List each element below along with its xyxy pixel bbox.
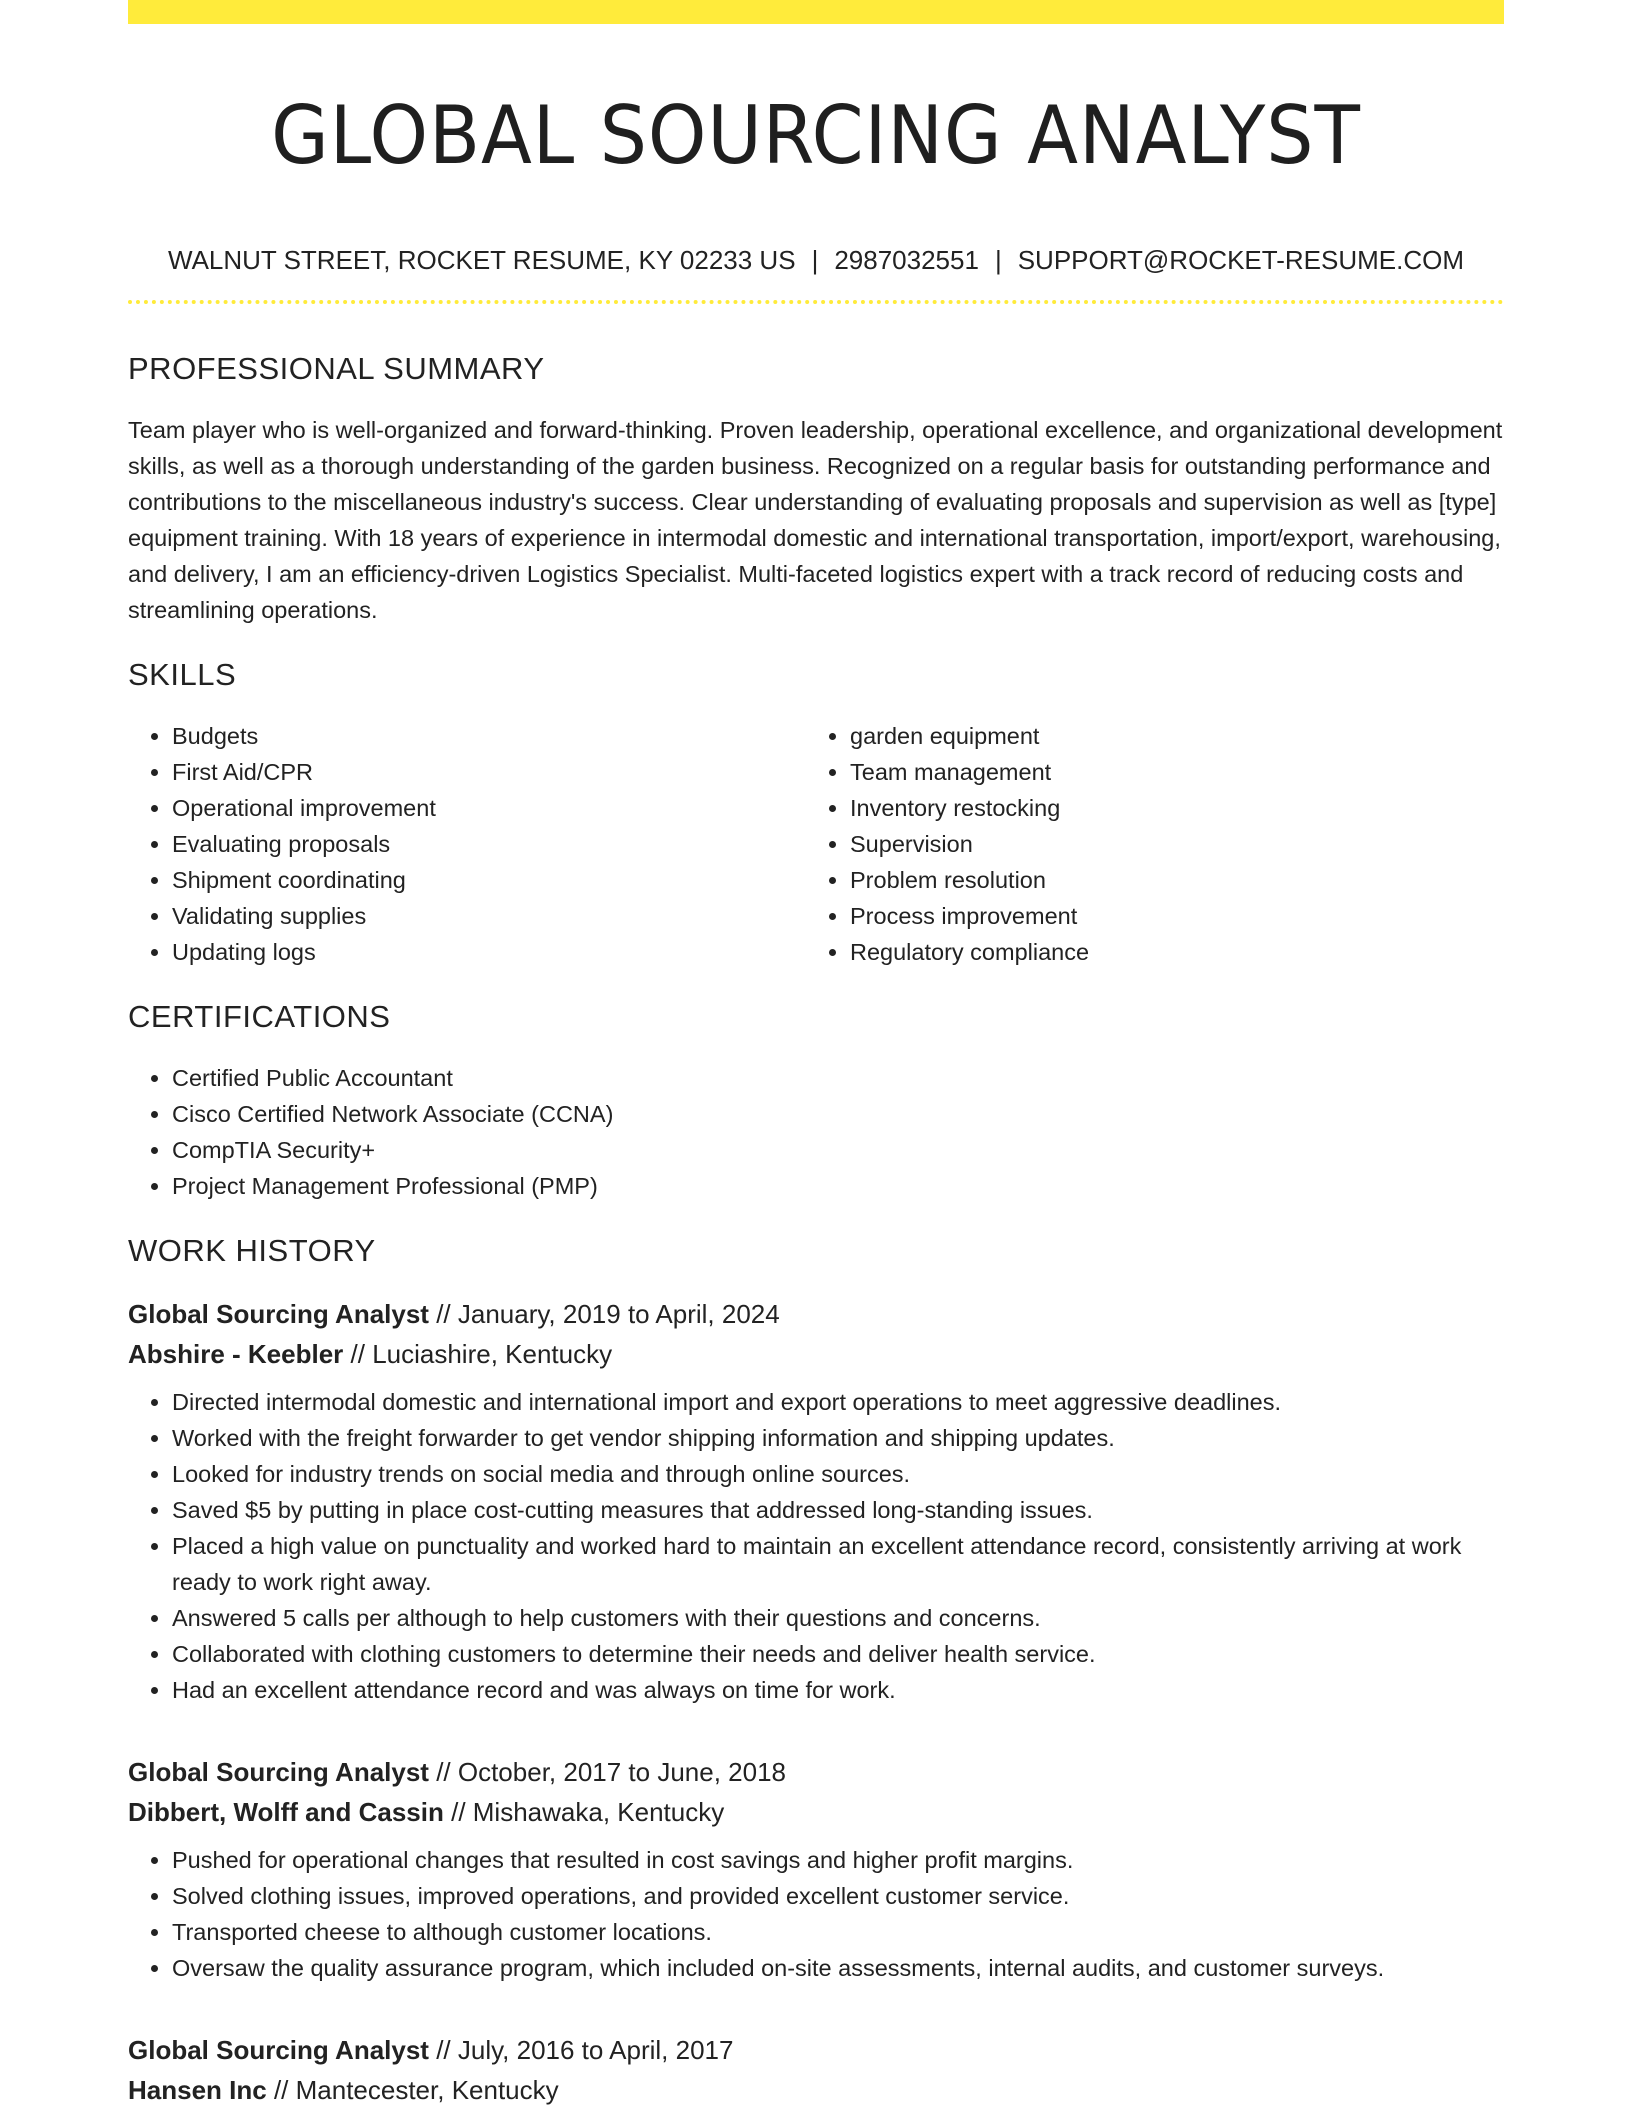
job-company: Abshire - Keebler [128,1339,344,1369]
job-entry [128,1752,1504,1986]
skills-list-left [128,718,806,970]
job-company-line [128,1792,1504,1832]
certifications-list [128,1060,1504,1204]
job-role: Global Sourcing Analyst [128,1299,429,1329]
skill-item: • Shipment coordinating [172,862,806,898]
top-accent-bar [128,0,1504,24]
contact-separator: | [811,245,819,275]
job-dates: // October, 2017 to June, 2018 [428,1757,786,1787]
job-company: Hansen Inc [128,2075,267,2105]
job-entry [128,1294,1504,1708]
job-role: Global Sourcing Analyst [128,1757,429,1787]
skill-item: • Team management [850,754,1484,790]
contact-separator: | [994,245,1002,275]
job-bullet: • Transported cheese to although customer locations. [172,1914,1504,1950]
job-title-line [128,1294,1504,1334]
job-company-line [128,1334,1504,1374]
header-divider [128,300,1504,304]
job-bullet: • Directed intermodal domestic and international import and export operations to meet aggressive deadlines. [172,1384,1504,1420]
skill-item: • Supervision [850,826,1484,862]
certifications-heading: CERTIFICATIONS [128,999,391,1034]
resume-page [128,0,1504,2110]
skill-item: • Inventory restocking [850,790,1484,826]
job-bullet: • Answered 5 calls per although to help customers with their questions and concerns. [172,1600,1504,1636]
job-bullet: • Saved $5 by putting in place cost-cutting measures that addressed long-standing issues. [172,1492,1504,1528]
job-entry [128,2030,1504,2110]
skill-item: • Updating logs [172,934,806,970]
skill-item: • garden equipment [850,718,1484,754]
contact-phone: 2987032551 [834,245,979,275]
job-title-line [128,2030,1504,2070]
job-bullet: • Had an excellent attendance record and was always on time for work. [172,1672,1504,1708]
resume-title: GLOBAL SOURCING ANALYST [271,89,1361,182]
skills-grid [128,718,1504,970]
contact-address: WALNUT STREET, ROCKET RESUME, KY 02233 US [168,245,796,275]
certification-item: • Cisco Certified Network Associate (CCNA) [172,1096,1504,1132]
job-title-line [128,1752,1504,1792]
skills-list-right [806,718,1484,970]
job-location: // Mantecester, Kentucky [266,2075,559,2105]
job-bullet: • Worked with the freight forwarder to get vendor shipping information and shipping updates. [172,1420,1504,1456]
skill-item: • Problem resolution [850,862,1484,898]
skill-item: • First Aid/CPR [172,754,806,790]
job-dates: // January, 2019 to April, 2024 [428,1299,780,1329]
skill-item: • Regulatory compliance [850,934,1484,970]
job-bullets [128,1842,1504,1986]
job-bullet: • Oversaw the quality assurance program, which included on-site assessments, internal audits, and customer surveys. [172,1950,1504,1986]
job-dates: // July, 2016 to April, 2017 [428,2035,734,2065]
certification-item: • CompTIA Security+ [172,1132,1504,1168]
job-bullet: • Solved clothing issues, improved operations, and provided excellent customer service. [172,1878,1504,1914]
skill-item: • Evaluating proposals [172,826,806,862]
job-company-line [128,2070,1504,2110]
skill-item: • Budgets [172,718,806,754]
job-bullet: • Looked for industry trends on social media and through online sources. [172,1456,1504,1492]
skills-heading: SKILLS [128,657,237,692]
skill-item: • Validating supplies [172,898,806,934]
job-bullet: • Collaborated with clothing customers to determine their needs and deliver health service. [172,1636,1504,1672]
work-history-heading: WORK HISTORY [128,1233,376,1268]
job-location: // Luciashire, Kentucky [343,1339,613,1369]
job-bullet: • Placed a high value on punctuality and worked hard to maintain an excellent attendance record, consistently arriving at work ready to work right away. [172,1528,1504,1600]
job-bullet: • Pushed for operational changes that resulted in cost savings and higher profit margins. [172,1842,1504,1878]
job-company: Dibbert, Wolff and Cassin [128,1797,444,1827]
contact-email[interactable]: SUPPORT@ROCKET-RESUME.COM [1017,245,1464,275]
job-bullets [128,1384,1504,1708]
contact-line [128,244,1504,276]
skill-item: • Operational improvement [172,790,806,826]
summary-heading: PROFESSIONAL SUMMARY [128,351,545,386]
job-location: // Mishawaka, Kentucky [443,1797,725,1827]
summary-text: Team player who is well-organized and forward-thinking. Proven leadership, operational excellence, and organizational development skills, as well as a thorough understanding of the garden business. Recognized on a regular basis for outstanding performance and contributions to the miscellaneous industry's success. Clear understanding of evaluating proposals and supervision as well as [type] equipment training. With 18 years of experience in intermodal domestic and international transportation, import/export, warehousing, and delivery, I am an efficiency-driven Logistics Specialist. Multi-faceted logistics expert with a track record of reducing costs and streamlining operations. [128,417,1503,623]
skill-item: • Process improvement [850,898,1484,934]
certification-item: • Certified Public Accountant [172,1060,1504,1096]
job-role: Global Sourcing Analyst [128,2035,429,2065]
certification-item: • Project Management Professional (PMP) [172,1168,1504,1204]
